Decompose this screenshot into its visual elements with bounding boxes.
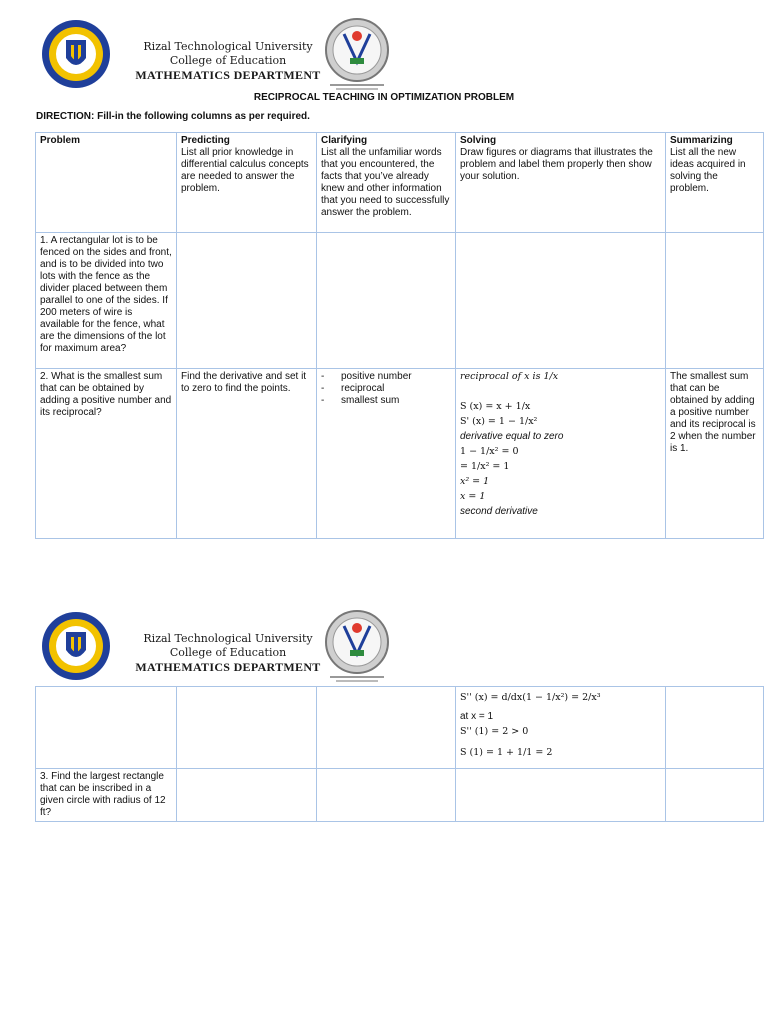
- university-name: Rizal Technological University: [143, 40, 313, 53]
- solution-line: S'' (1) = 2 > 0: [460, 726, 529, 737]
- university-block: [128, 632, 328, 674]
- column-title: Summarizing: [670, 135, 733, 146]
- solving-cell[interactable]: [456, 769, 666, 822]
- column-description: List all the unfamiliar words that you encountered, the facts that you’ve already knew and other information that you need to successfully answer the problem.: [321, 147, 450, 218]
- problem-cell[interactable]: [36, 687, 177, 769]
- direction-text: DIRECTION: Fill-in the following columns as per required.: [36, 111, 310, 122]
- column-description: List all the new ideas acquired in solving the problem.: [670, 147, 746, 194]
- university-name: Rizal Technological University: [143, 632, 313, 645]
- column-title: Clarifying: [321, 135, 368, 146]
- clarifying-cell[interactable]: [317, 687, 456, 769]
- solution-line: [460, 386, 661, 401]
- summarizing-cell[interactable]: [666, 687, 764, 769]
- solution-line: x² = 1: [460, 476, 490, 487]
- summarizing-cell: The smallest sum that can be obtained by adding a positive number and its reciprocal is 2 when the number is 1.: [666, 369, 764, 539]
- column-title: Solving: [460, 135, 497, 146]
- solution-line: S (1) = 1 + 1/1 = 2: [460, 747, 553, 758]
- problem-cell: 1. A rectangular lot is to be fenced on the sides and front, and is to be divided into two lots with the fence as the divider placed between them parallel to one of the sides. If 200 meters of wire is available for the fence, what are the dimensions of the lot for maximum area?: [36, 233, 177, 369]
- document-title: RECIPROCAL TEACHING IN OPTIMIZATION PROBLEM: [253, 92, 515, 103]
- predicting-cell[interactable]: [177, 687, 317, 769]
- table-row: [36, 687, 764, 769]
- rtu-seal-icon: [38, 18, 114, 90]
- header-cell: [456, 133, 666, 233]
- clarifying-cell[interactable]: [317, 233, 456, 369]
- page-header: [36, 608, 736, 680]
- rtu-seal-icon: [38, 610, 114, 682]
- header-cell: [36, 133, 177, 233]
- list-item: - positive number: [335, 371, 451, 383]
- page-header: [36, 16, 736, 88]
- department-name: MATHEMATICS DEPARTMENT: [135, 68, 321, 82]
- college-name: College of Education: [169, 54, 287, 67]
- predicting-cell[interactable]: [177, 233, 317, 369]
- solution-line: = 1/x² = 1: [460, 461, 510, 472]
- clarifying-list: [321, 371, 451, 407]
- table-row: [36, 769, 764, 822]
- solving-cell: [456, 369, 666, 539]
- solution-line: reciprocal of x is 1/x: [460, 371, 559, 382]
- coe-seal-icon: [322, 16, 392, 92]
- list-item: - smallest sum: [335, 395, 451, 407]
- header-cell: [666, 133, 764, 233]
- solution-line: S (x) = x + 1/x: [460, 401, 531, 412]
- solution-line: at x = 1: [460, 711, 494, 722]
- university-block: [128, 40, 328, 82]
- reciprocal-teaching-table-continued: [35, 686, 764, 822]
- solution-line: 1 − 1/x² = 0: [460, 446, 519, 457]
- clarifying-cell: [317, 369, 456, 539]
- column-title: Predicting: [181, 135, 230, 146]
- department-name: MATHEMATICS DEPARTMENT: [135, 660, 321, 674]
- table-row: [36, 233, 764, 369]
- column-description: List all prior knowledge in differential calculus concepts are needed to answer the problem.: [181, 147, 309, 194]
- header-cell: [317, 133, 456, 233]
- summarizing-cell[interactable]: [666, 769, 764, 822]
- column-description: Draw figures or diagrams that illustrates the problem and label them properly then show your solution.: [460, 147, 653, 182]
- solution-line: second derivative: [460, 506, 538, 517]
- predicting-cell[interactable]: [177, 769, 317, 822]
- solution-line: S'' (x) = d/dx(1 − 1/x²) = 2/x³: [460, 692, 601, 703]
- reciprocal-teaching-table: [35, 132, 764, 539]
- table-header-row: [36, 133, 764, 233]
- solution-line: S' (x) = 1 − 1/x²: [460, 416, 538, 427]
- column-title: Problem: [40, 135, 81, 146]
- header-cell: [177, 133, 317, 233]
- clarifying-cell[interactable]: [317, 769, 456, 822]
- table-row: [36, 369, 764, 539]
- solving-cell: [456, 687, 666, 769]
- list-item: - reciprocal: [335, 383, 451, 395]
- problem-cell: 3. Find the largest rectangle that can be inscribed in a given circle with radius of 12 ft?: [36, 769, 177, 822]
- summarizing-cell[interactable]: [666, 233, 764, 369]
- solution-line: derivative equal to zero: [460, 431, 564, 442]
- solution-line: x = 1: [460, 491, 486, 502]
- coe-seal-icon: [322, 608, 392, 684]
- predicting-cell: Find the derivative and set it to zero to find the points.: [177, 369, 317, 539]
- problem-cell: 2. What is the smallest sum that can be obtained by adding a positive number and its reciprocal?: [36, 369, 177, 539]
- college-name: College of Education: [169, 646, 287, 659]
- solving-cell[interactable]: [456, 233, 666, 369]
